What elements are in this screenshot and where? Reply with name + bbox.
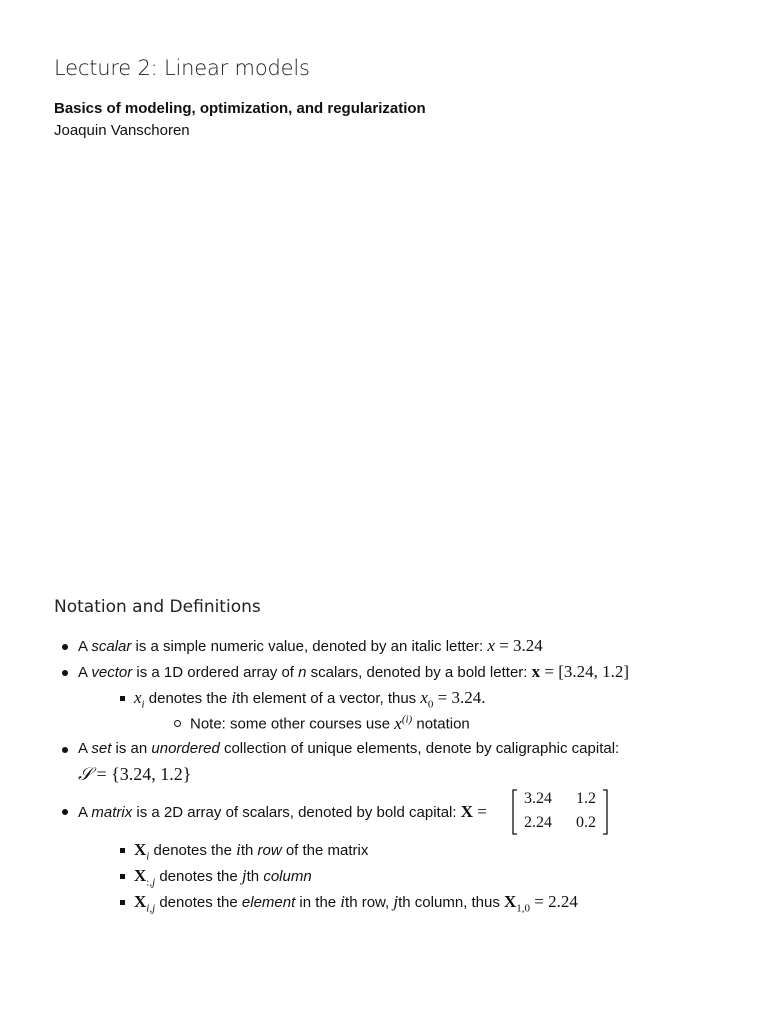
matrix-definition: A matrix is a 2D array of scalars, denoted by bold capital: X = <box>78 802 487 821</box>
vector-element-equation: $x_0 = 3.24$. <box>420 688 486 711</box>
vector-equation: x = [3.24, 1.2] <box>531 662 630 681</box>
matrix-cell: 3.24 <box>524 790 552 807</box>
bullet-square <box>120 848 125 853</box>
set-definition: A set is an unordered collection of unique elements, denote by caligraphic capital: <box>78 740 620 757</box>
section-title: Notation and Definitions <box>54 597 261 617</box>
lecture-subtitle: Basics of modeling, optimization, and regularization <box>54 100 426 117</box>
bullet-disc <box>62 670 68 676</box>
author-name: Joaquin Vanschoren <box>54 122 190 139</box>
scalar-definition: A scalar is a simple numeric value, denoted by an italic letter: x = 3.24 <box>78 636 543 655</box>
matrix-element-equation: $X_{1,0} = 2.24$ <box>504 892 578 915</box>
bullet-square <box>120 874 125 879</box>
lecture-title: Lecture 2: Linear models <box>54 56 310 80</box>
scalar-equation: x = 3.24 <box>487 636 543 655</box>
set-equation: 𝒮 = {3.24, 1.2} <box>78 764 192 784</box>
notation-note: Note: some other courses use $x^{(i)}$ notation <box>190 713 470 733</box>
matrix-column-definition: $X_{:,j}$ denotes the jth column <box>134 866 312 889</box>
matrix-cell: 0.2 <box>576 814 596 831</box>
bullet-disc <box>62 747 68 753</box>
vector-element-definition: $x_i$ denotes the ith element of a vector, thus $x_0 = 3.24$. <box>134 688 486 711</box>
bullet-square <box>120 696 125 701</box>
bullet-square <box>120 900 125 905</box>
bullet-disc <box>62 644 68 650</box>
matrix-row-definition: $X_i$ denotes the ith row of the matrix <box>134 840 369 863</box>
matrix-element-definition: $X_{i,j}$ denotes the element in the ith row, jth column, thus $X_{1,0} = 2.24$ <box>134 892 578 915</box>
matrix-cell: 1.2 <box>576 790 596 807</box>
bullet-circle <box>174 720 181 727</box>
bullet-disc <box>62 809 68 815</box>
matrix-cell: 2.24 <box>524 814 552 831</box>
matrix-display <box>510 788 610 836</box>
vector-definition: A vector is a 1D ordered array of n scalars, denoted by a bold letter: x = [3.24, 1.2] <box>78 662 630 681</box>
